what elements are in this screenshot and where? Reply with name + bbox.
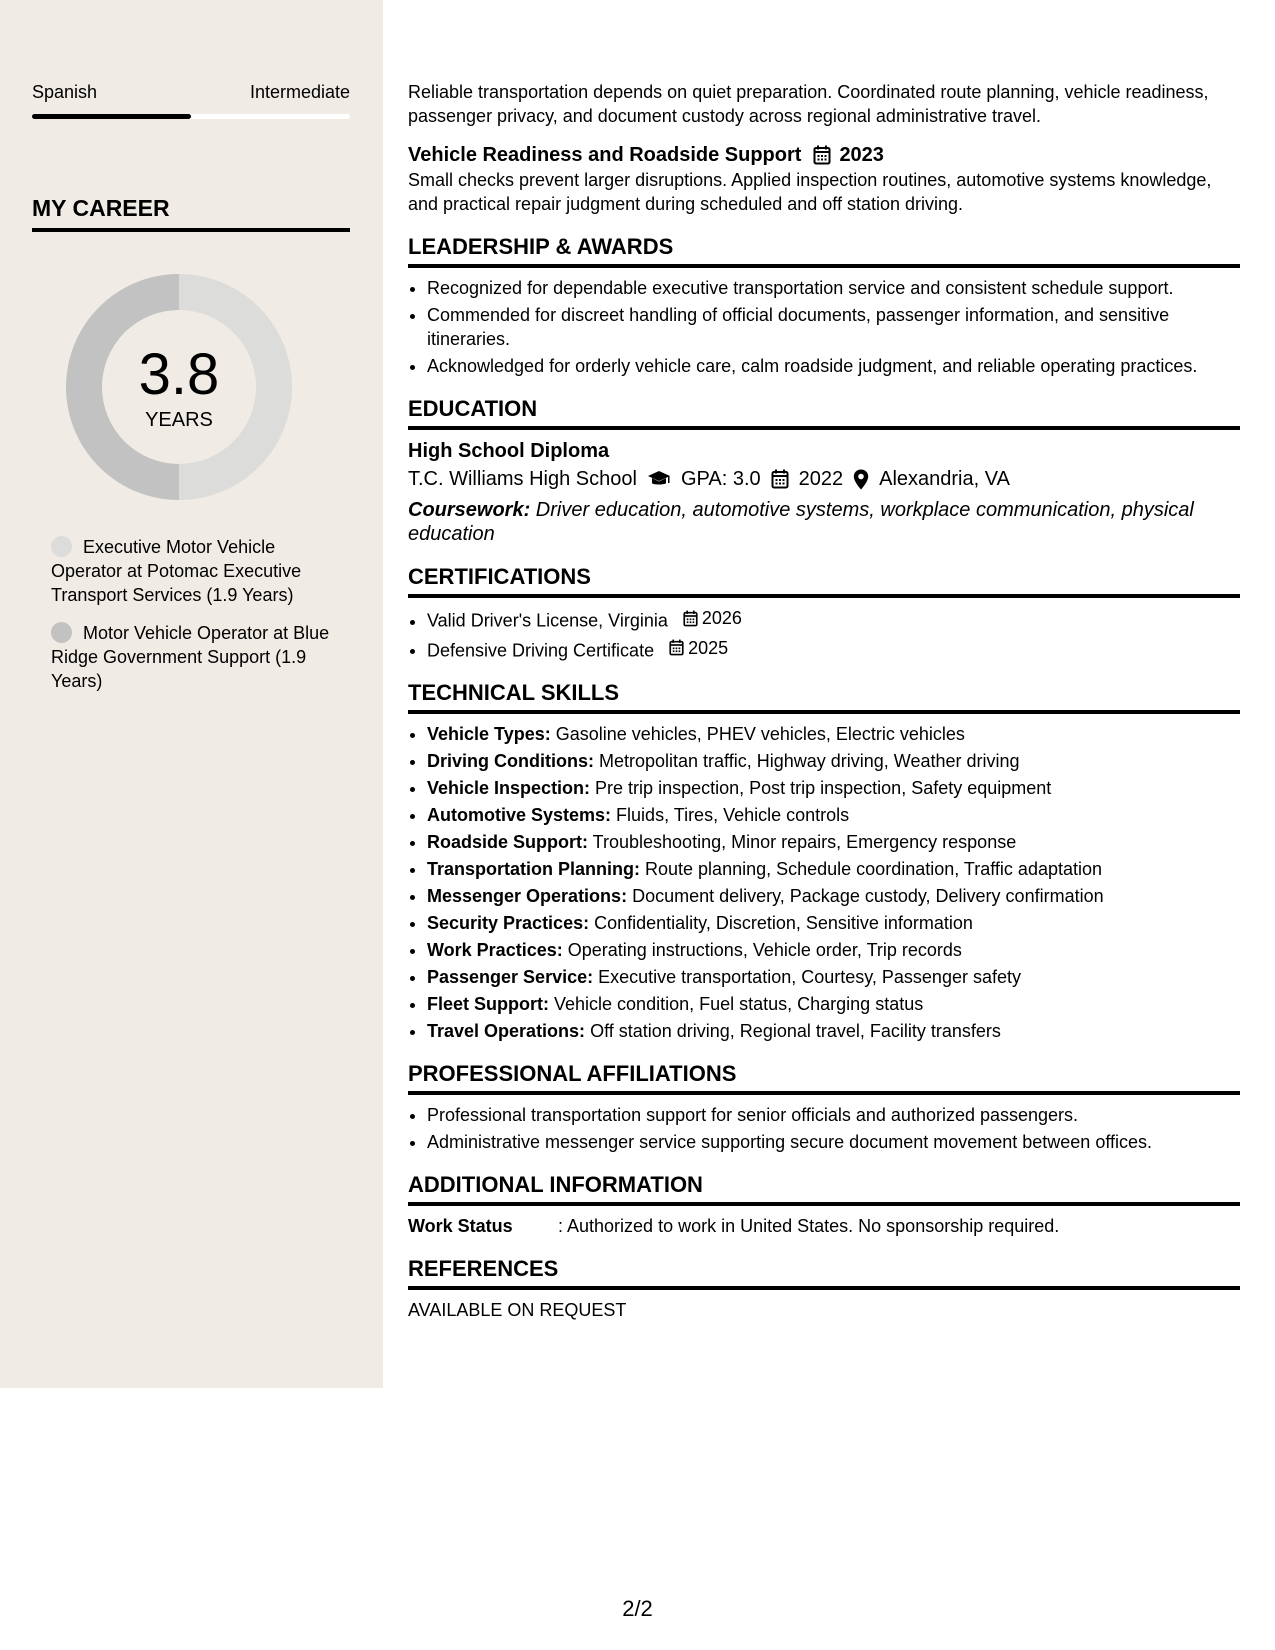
skill-label: Security Practices: xyxy=(427,913,590,933)
career-years-value: 3.8 xyxy=(138,342,220,407)
list-item: • Administrative messenger service supporting secure document movement between offices. xyxy=(427,1130,1240,1154)
language-proficiency-bar xyxy=(32,114,350,119)
leadership-list xyxy=(408,276,1240,378)
coursework-text: Driver education, automotive systems, workplace communication, physical education xyxy=(408,499,1194,545)
certifications-list xyxy=(408,606,1240,662)
education-coursework xyxy=(408,498,1240,546)
education-gpa: GPA: 3.0 xyxy=(680,468,761,490)
skill-value: Gasoline vehicles, PHEV vehicles, Electric vehicles xyxy=(550,724,965,744)
skill-value: Document delivery, Package custody, Delivery confirmation xyxy=(627,886,1104,906)
list-item: • Recognized for dependable executive transportation service and consistent schedule support. xyxy=(427,276,1240,300)
project-year: 2023 xyxy=(839,144,884,166)
skill-label: Messenger Operations: xyxy=(427,886,628,906)
certifications-heading: CERTIFICATIONS xyxy=(408,564,1240,598)
references-text: AVAILABLE ON REQUEST xyxy=(408,1300,627,1320)
work-status-row xyxy=(408,1214,1240,1238)
map-pin-icon xyxy=(853,469,869,490)
skill-value: Operating instructions, Vehicle order, Trip records xyxy=(562,940,962,960)
work-status-label: Work Status xyxy=(408,1216,513,1236)
career-item-text: Motor Vehicle Operator at Blue Ridge Government Support (1.9 Years) xyxy=(51,623,330,691)
project-title: Vehicle Readiness and Roadside Support xyxy=(408,144,802,166)
skill-value: Troubleshooting, Minor repairs, Emergency response xyxy=(588,832,1017,852)
list-item: • Professional transportation support for senior officials and authorized passengers. xyxy=(427,1103,1240,1127)
list-item xyxy=(427,884,1240,908)
language-proficiency-fill xyxy=(32,114,191,119)
skill-label: Travel Operations: xyxy=(427,1021,586,1041)
list-item xyxy=(427,749,1240,773)
calendar-icon xyxy=(669,639,684,656)
skill-value: Pre trip inspection, Post trip inspection, Safety equipment xyxy=(590,778,1052,798)
calendar-icon xyxy=(813,145,831,165)
leadership-heading: LEADERSHIP & AWARDS xyxy=(408,234,1240,268)
education-year: 2022 xyxy=(798,468,844,490)
language-row xyxy=(32,82,350,103)
graduation-cap-icon xyxy=(647,470,671,488)
certification-name: Valid Driver's License, Virginia xyxy=(427,610,668,631)
career-legend-dot xyxy=(51,622,72,643)
list-item xyxy=(427,992,1240,1016)
list-item: • Commended for discreet handling of official documents, passenger information, and sensitive itineraries. xyxy=(427,303,1240,351)
project-title-row xyxy=(408,142,1240,168)
list-item xyxy=(427,636,1240,663)
career-legend-dot xyxy=(51,536,72,557)
calendar-icon xyxy=(683,610,698,627)
skill-value: Off station driving, Regional travel, Facility transfers xyxy=(585,1021,1001,1041)
list-item: • Acknowledged for orderly vehicle care, calm roadside judgment, and reliable operating practices. xyxy=(427,354,1240,378)
education-heading: EDUCATION xyxy=(408,396,1240,430)
education-degree: High School Diploma xyxy=(408,440,610,462)
career-heading: MY CAREER xyxy=(32,195,350,232)
skill-value: Metropolitan traffic, Highway driving, Weather driving xyxy=(593,751,1020,771)
list-item xyxy=(427,803,1240,827)
list-item xyxy=(427,857,1240,881)
list-item xyxy=(427,1019,1240,1043)
additional-info-heading: ADDITIONAL INFORMATION xyxy=(408,1172,1240,1206)
skill-label: Vehicle Inspection: xyxy=(427,778,591,798)
career-list xyxy=(51,535,331,707)
language-level: Intermediate xyxy=(249,82,350,102)
skill-label: Vehicle Types: xyxy=(427,724,551,744)
certification-year: 2026 xyxy=(701,608,742,628)
affiliations-list xyxy=(408,1103,1240,1154)
skill-label: Work Practices: xyxy=(427,940,563,960)
main-content xyxy=(408,80,1240,1322)
intro-paragraph: Reliable transportation depends on quiet preparation. Coordinated route planning, vehicle readiness, passenger privacy, and document custody across regional administrative travel. xyxy=(408,82,1209,126)
skills-heading: TECHNICAL SKILLS xyxy=(408,680,1240,714)
list-item xyxy=(427,965,1240,989)
career-item-text: Executive Motor Vehicle Operator at Potomac Executive Transport Services (1.9 Years) xyxy=(51,537,302,605)
list-item xyxy=(427,938,1240,962)
education-school: T.C. Williams High School xyxy=(408,468,637,490)
certification-name: Defensive Driving Certificate xyxy=(427,640,655,660)
education-details xyxy=(408,464,1240,494)
education-location: Alexandria, VA xyxy=(879,468,1010,490)
career-item xyxy=(51,621,331,693)
skill-label: Fleet Support: xyxy=(427,994,549,1014)
skill-value: Fluids, Tires, Vehicle controls xyxy=(611,805,850,825)
skill-label: Automotive Systems: xyxy=(427,805,612,825)
skills-list xyxy=(408,722,1240,1043)
list-item xyxy=(427,830,1240,854)
skill-value: Vehicle condition, Fuel status, Charging status xyxy=(549,994,924,1014)
career-item xyxy=(51,535,331,607)
skill-label: Passenger Service: xyxy=(427,967,594,987)
list-item xyxy=(427,911,1240,935)
work-status-value: : Authorized to work in United States. No sponsorship required. xyxy=(558,1216,1060,1236)
list-item xyxy=(427,722,1240,746)
list-item xyxy=(427,776,1240,800)
list-item xyxy=(427,606,1240,633)
skill-label: Transportation Planning: xyxy=(427,859,641,879)
career-years-unit: YEARS xyxy=(145,409,213,431)
references-heading: REFERENCES xyxy=(408,1256,1240,1290)
project-description: Small checks prevent larger disruptions. Applied inspection routines, automotive systems knowledge, and practical repair judgment during scheduled and off station driving. xyxy=(408,170,1212,214)
language-name: Spanish xyxy=(32,82,98,102)
skill-value: Executive transportation, Courtesy, Passenger safety xyxy=(593,967,1021,987)
coursework-label: Coursework: xyxy=(408,499,531,521)
calendar-icon xyxy=(771,469,789,489)
affiliations-heading: PROFESSIONAL AFFILIATIONS xyxy=(408,1061,1240,1095)
certification-year: 2025 xyxy=(688,637,729,658)
skill-label: Roadside Support: xyxy=(427,832,588,852)
skill-value: Route planning, Schedule coordination, Traffic adaptation xyxy=(640,859,1103,879)
page-number: 2/2 xyxy=(622,1596,653,1621)
skill-label: Driving Conditions: xyxy=(427,751,594,771)
sidebar xyxy=(0,0,383,1388)
skill-value: Confidentiality, Discretion, Sensitive information xyxy=(589,913,973,933)
